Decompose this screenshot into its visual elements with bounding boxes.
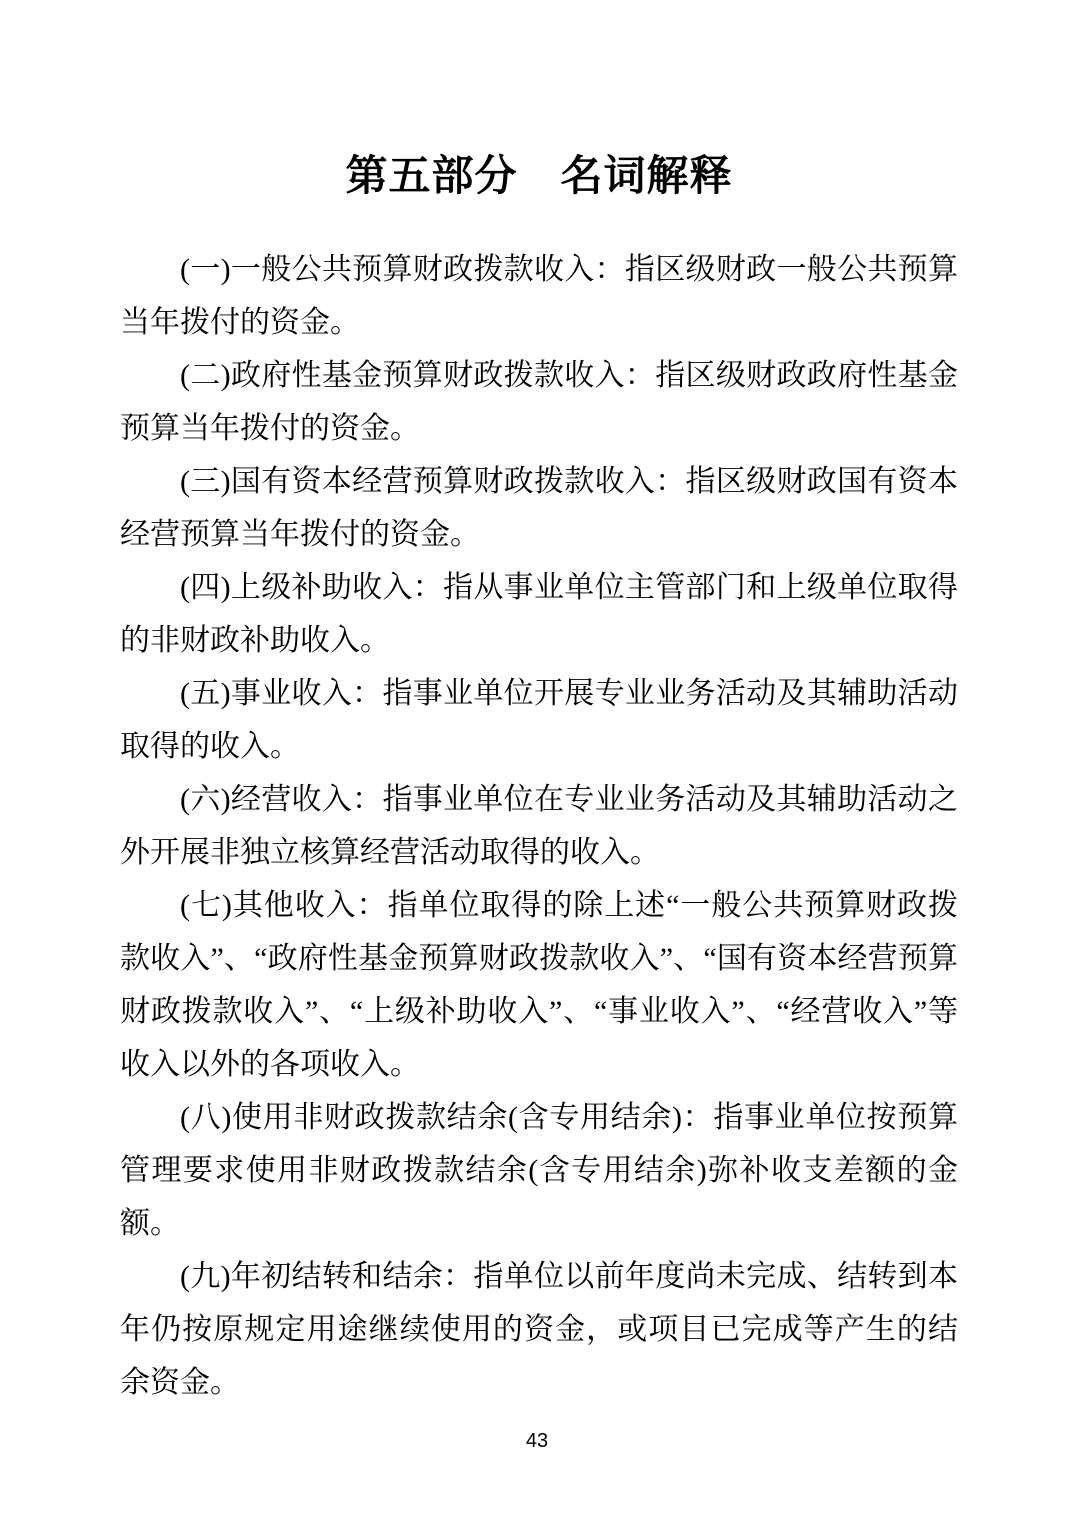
glossary-item-4: (四)上级补助收入：指从事业单位主管部门和上级单位取得的非财政补助收入。 [120, 571, 958, 657]
glossary-item-5: (五)事业收入：指事业单位开展专业业务活动及其辅助活动取得的收入。 [120, 677, 958, 763]
glossary-item-9: (九)年初结转和结余：指单位以前年度尚未完成、结转到本年仍按原规定用途继续使用的资金，或项目已完成等产生的结余资金。 [120, 1260, 958, 1399]
page-number: 43 [525, 1430, 549, 1452]
glossary-item-3: (三)国有资本经营预算财政拨款收入：指区级财政国有资本经营预算当年拨付的资金。 [120, 465, 958, 551]
glossary-body [120, 243, 958, 1409]
glossary-item-1: (一)一般公共预算财政拨款收入：指区级财政一般公共预算当年拨付的资金。 [120, 253, 958, 339]
glossary-item-2: (二)政府性基金预算财政拨款收入：指区级财政政府性基金预算当年拨付的资金。 [120, 359, 958, 445]
glossary-item-8: (八)使用非财政拨款结余(含专用结余)：指事业单位按预算管理要求使用非财政拨款结余(含专用结余)弥补收支差额的金额。 [120, 1101, 958, 1240]
section-title: 第五部分 名词解释 [345, 152, 733, 199]
glossary-item-7: (七)其他收入：指单位取得的除上述“一般公共预算财政拨款收入”、“政府性基金预算财政拨款收入”、“国有资本经营预算财政拨款收入”、“上级补助收入”、“事业收入”、“经营收入”等收入以外的各项收入。 [120, 889, 958, 1081]
glossary-item-6: (六)经营收入：指事业单位在专业业务活动及其辅助活动之外开展非独立核算经营活动取得的收入。 [120, 783, 958, 869]
